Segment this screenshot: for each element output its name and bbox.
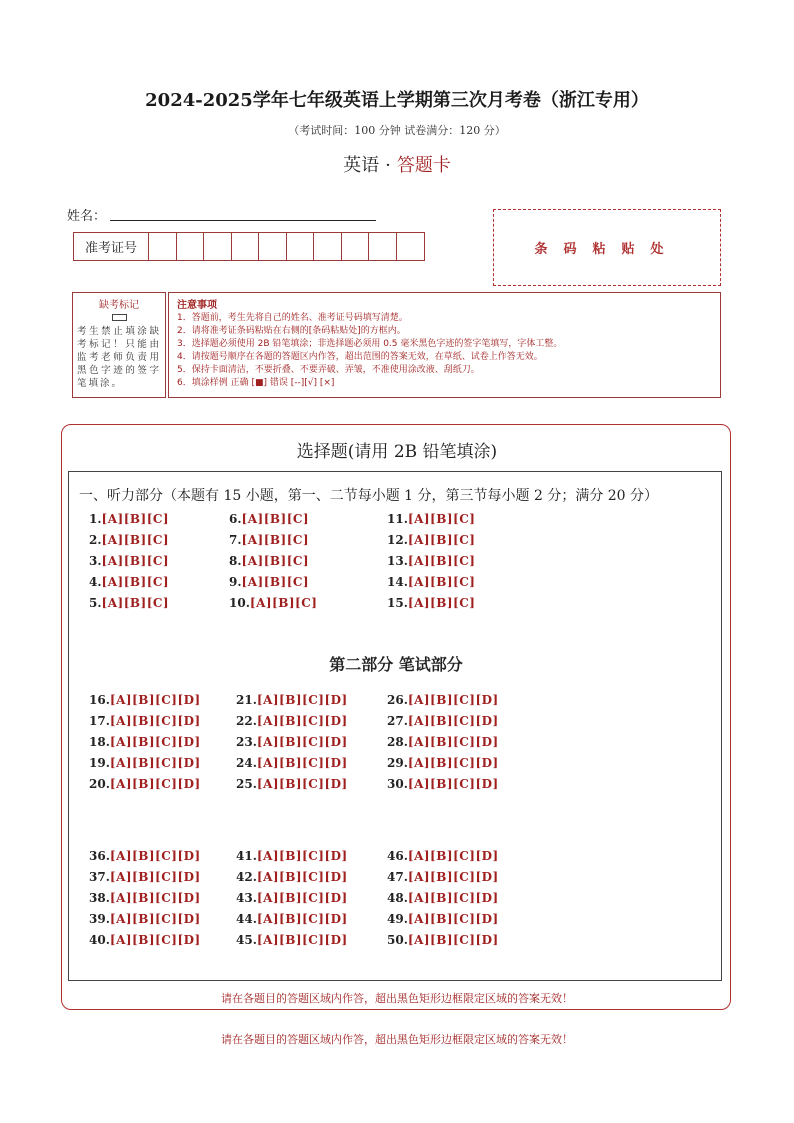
answer-bubbles[interactable]: [A][B][C][D] <box>109 693 201 707</box>
question-2[interactable] <box>89 533 169 547</box>
question-number: 3. <box>89 554 102 568</box>
answer-bubbles[interactable]: [A][B][C][D] <box>256 870 348 884</box>
exam-number-cell[interactable] <box>177 233 205 260</box>
name-field[interactable] <box>110 220 376 221</box>
question-number: 7. <box>229 533 242 547</box>
question-16[interactable] <box>89 693 201 707</box>
name-label: 姓名： <box>67 209 107 224</box>
question-number: 44. <box>236 912 257 926</box>
exam-number-cell[interactable] <box>369 233 397 260</box>
question-26[interactable] <box>387 693 499 707</box>
answer-bubbles[interactable]: [A][B][C][D] <box>256 849 348 863</box>
notes-box <box>168 292 721 398</box>
absent-mark-box <box>72 292 166 398</box>
question-44[interactable] <box>236 912 348 926</box>
question-number: 14. <box>387 575 408 589</box>
question-number: 27. <box>387 714 408 728</box>
footer-warning: 请在各题目的答题区域内作答，超出黑色矩形边框限定区域的答案无效！ <box>221 1033 573 1046</box>
question-39[interactable] <box>89 912 201 926</box>
notes-item: 5．保持卡面清洁，不要折叠、不要弄破、弄皱，不准使用涂改液、刮纸刀。 <box>177 365 480 375</box>
question-12[interactable] <box>387 533 475 547</box>
question-22[interactable] <box>236 714 348 728</box>
question-number: 9. <box>229 575 242 589</box>
exam-number-cell[interactable] <box>314 233 342 260</box>
question-48[interactable] <box>387 891 499 905</box>
answer-bubbles[interactable]: [A][B][C] <box>241 575 310 589</box>
answer-bubbles[interactable]: [A][B][C][D] <box>407 777 499 791</box>
answer-bubbles[interactable]: [A][B][C][D] <box>407 912 499 926</box>
answer-bubbles[interactable]: [A][B][C][D] <box>109 735 201 749</box>
question-49[interactable] <box>387 912 499 926</box>
answer-bubbles[interactable]: [A][B][C][D] <box>407 933 499 947</box>
answer-bubbles[interactable]: [A][B][C] <box>241 533 310 547</box>
question-25[interactable] <box>236 777 348 791</box>
question-number: 15. <box>387 596 408 610</box>
question-number: 48. <box>387 891 408 905</box>
question-number: 47. <box>387 870 408 884</box>
question-number: 10. <box>229 596 250 610</box>
question-number: 18. <box>89 735 110 749</box>
answer-bubbles[interactable]: [A][B][C] <box>101 554 170 568</box>
answer-bubbles[interactable]: [A][B][C][D] <box>109 756 201 770</box>
listening-section-title: 一、听力部分（本题有 15 小题，第一、二节每小题 1 分，第三节每小题 2 分；满分 20 分） <box>79 488 659 504</box>
answer-bubbles[interactable]: [A][B][C] <box>407 533 476 547</box>
question-number: 40. <box>89 933 110 947</box>
question-45[interactable] <box>236 933 348 947</box>
question-number: 20. <box>89 777 110 791</box>
question-number: 21. <box>236 693 257 707</box>
question-number: 45. <box>236 933 257 947</box>
question-number: 50. <box>387 933 408 947</box>
question-43[interactable] <box>236 891 348 905</box>
answer-bubbles[interactable]: [A][B][C][D] <box>109 933 201 947</box>
question-36[interactable] <box>89 849 201 863</box>
answer-bubbles[interactable]: [A][B][C] <box>249 596 318 610</box>
exam-info: （考试时间：100 分钟 试卷满分：120 分） <box>288 124 506 137</box>
question-number: 1. <box>89 512 102 526</box>
absent-mark-text: 考生禁止填涂缺考标记！只能由监考老师负责用黑色字迹的签字笔填涂。 <box>77 326 161 389</box>
answer-bubbles[interactable]: [A][B][C][D] <box>256 891 348 905</box>
exam-number-cell[interactable] <box>259 233 287 260</box>
answer-bubbles[interactable]: [A][B][C][D] <box>256 735 348 749</box>
question-number: 5. <box>89 596 102 610</box>
question-27[interactable] <box>387 714 499 728</box>
barcode-label: 条码粘贴处 <box>534 242 680 257</box>
absent-mark-title: 缺考标记 <box>99 300 139 311</box>
question-46[interactable] <box>387 849 499 863</box>
question-6[interactable] <box>229 512 309 526</box>
question-18[interactable] <box>89 735 201 749</box>
answer-bubbles[interactable]: [A][B][C][D] <box>407 849 499 863</box>
answer-bubbles[interactable]: [A][B][C] <box>101 512 170 526</box>
exam-number-cell[interactable] <box>232 233 260 260</box>
answer-bubbles[interactable]: [A][B][C][D] <box>407 891 499 905</box>
question-10[interactable] <box>229 596 317 610</box>
notes-title: 注意事项 <box>177 300 217 311</box>
question-37[interactable] <box>89 870 201 884</box>
question-number: 36. <box>89 849 110 863</box>
question-number: 41. <box>236 849 257 863</box>
answer-bubbles[interactable]: [A][B][C][D] <box>407 693 499 707</box>
question-28[interactable] <box>387 735 499 749</box>
answer-bubbles[interactable]: [A][B][C][D] <box>407 714 499 728</box>
question-number: 23. <box>236 735 257 749</box>
notes-item: 1．答题前，考生先将自己的姓名、准考证号码填写清楚。 <box>177 313 408 323</box>
question-number: 26. <box>387 693 408 707</box>
answer-bubbles[interactable]: [A][B][C] <box>407 512 476 526</box>
panel-warning: 请在各题目的答题区域内作答，超出黑色矩形边框限定区域的答案无效！ <box>221 992 573 1005</box>
answer-bubbles[interactable]: [A][B][C][D] <box>256 912 348 926</box>
answer-bubbles[interactable]: [A][B][C][D] <box>109 714 201 728</box>
exam-number-cell[interactable] <box>397 233 425 260</box>
answer-bubbles[interactable]: [A][B][C][D] <box>407 870 499 884</box>
notes-item: 4．请按题号顺序在各题的答题区内作答，超出范围的答案无效，在草纸、试卷上作答无效。 <box>177 352 543 362</box>
question-17[interactable] <box>89 714 201 728</box>
question-42[interactable] <box>236 870 348 884</box>
question-number: 29. <box>387 756 408 770</box>
answer-bubbles[interactable]: [A][B][C] <box>407 575 476 589</box>
question-24[interactable] <box>236 756 348 770</box>
question-number: 43. <box>236 891 257 905</box>
notes-item: 6．填涂样例 正确 [■] 错误 [--][√] [×] <box>177 378 335 388</box>
question-number: 24. <box>236 756 257 770</box>
question-number: 12. <box>387 533 408 547</box>
answer-bubbles[interactable]: [A][B][C][D] <box>256 933 348 947</box>
exam-number-cell[interactable] <box>287 233 315 260</box>
question-13[interactable] <box>387 554 475 568</box>
question-number: 16. <box>89 693 110 707</box>
card-kind-label: 答题卡 <box>396 155 451 176</box>
exam-number-cell[interactable] <box>204 233 232 260</box>
exam-number-cell[interactable] <box>342 233 370 260</box>
answer-bubbles[interactable]: [A][B][C][D] <box>109 777 201 791</box>
title-separator: · <box>385 155 391 176</box>
question-30[interactable] <box>387 777 499 791</box>
question-21[interactable] <box>236 693 348 707</box>
exam-number-field[interactable] <box>73 232 425 261</box>
answer-bubbles[interactable]: [A][B][C] <box>241 554 310 568</box>
answer-bubbles[interactable]: [A][B][C] <box>101 575 170 589</box>
question-29[interactable] <box>387 756 499 770</box>
question-number: 17. <box>89 714 110 728</box>
absent-mark-checkbox[interactable] <box>112 314 127 321</box>
question-number: 49. <box>387 912 408 926</box>
notes-item: 2．请将准考证条码粘贴在右侧的[条码粘贴处]的方框内。 <box>177 326 406 336</box>
choice-section-title: 选择题(请用 2B 铅笔填涂) <box>296 442 498 462</box>
answer-bubbles[interactable]: [A][B][C] <box>407 554 476 568</box>
question-number: 46. <box>387 849 408 863</box>
question-number: 30. <box>387 777 408 791</box>
answer-bubbles[interactable]: [A][B][C] <box>101 596 170 610</box>
question-number: 13. <box>387 554 408 568</box>
answer-bubbles[interactable]: [A][B][C] <box>407 596 476 610</box>
answer-bubbles[interactable]: [A][B][C][D] <box>256 714 348 728</box>
question-14[interactable] <box>387 575 475 589</box>
question-15[interactable] <box>387 596 475 610</box>
question-number: 4. <box>89 575 102 589</box>
answer-bubbles[interactable]: [A][B][C][D] <box>407 756 499 770</box>
answer-bubbles[interactable]: [A][B][C] <box>101 533 170 547</box>
question-9[interactable] <box>229 575 309 589</box>
exam-number-label: 准考证号 <box>74 233 149 260</box>
question-19[interactable] <box>89 756 201 770</box>
question-number: 38. <box>89 891 110 905</box>
question-number: 22. <box>236 714 257 728</box>
notes-item: 3．选择题必须使用 2B 铅笔填涂；非选择题必须用 0.5 毫米黑色字迹的签字笔填写，字体工整。 <box>177 339 563 349</box>
question-38[interactable] <box>89 891 201 905</box>
answer-bubbles[interactable]: [A][B][C][D] <box>109 870 201 884</box>
question-number: 2. <box>89 533 102 547</box>
writing-section-title: 第二部分 笔试部分 <box>329 655 463 674</box>
question-4[interactable] <box>89 575 169 589</box>
subject-label: 英语 <box>343 155 380 176</box>
answer-bubbles[interactable]: [A][B][C][D] <box>256 693 348 707</box>
answer-bubbles[interactable]: [A][B][C][D] <box>109 849 201 863</box>
exam-number-cell[interactable] <box>149 233 177 260</box>
question-number: 42. <box>236 870 257 884</box>
answer-bubbles[interactable]: [A][B][C][D] <box>109 891 201 905</box>
question-5[interactable] <box>89 596 169 610</box>
answer-bubbles[interactable]: [A][B][C] <box>241 512 310 526</box>
question-number: 25. <box>236 777 257 791</box>
card-title <box>0 151 794 177</box>
question-8[interactable] <box>229 554 309 568</box>
question-number: 11. <box>387 512 408 526</box>
answer-bubbles[interactable]: [A][B][C][D] <box>109 912 201 926</box>
page-title: 2024-2025学年七年级英语上学期第三次月考卷（浙江专用） <box>145 90 649 111</box>
question-3[interactable] <box>89 554 169 568</box>
question-47[interactable] <box>387 870 499 884</box>
question-40[interactable] <box>89 933 201 947</box>
question-20[interactable] <box>89 777 201 791</box>
question-7[interactable] <box>229 533 309 547</box>
barcode-area <box>493 209 721 286</box>
answer-bubbles[interactable]: [A][B][C][D] <box>256 777 348 791</box>
question-number: 28. <box>387 735 408 749</box>
answer-area <box>68 471 722 981</box>
question-41[interactable] <box>236 849 348 863</box>
question-number: 8. <box>229 554 242 568</box>
answer-bubbles[interactable]: [A][B][C][D] <box>256 756 348 770</box>
question-number: 37. <box>89 870 110 884</box>
choice-panel <box>61 424 731 1010</box>
question-23[interactable] <box>236 735 348 749</box>
question-50[interactable] <box>387 933 499 947</box>
question-number: 19. <box>89 756 110 770</box>
question-number: 39. <box>89 912 110 926</box>
question-11[interactable] <box>387 512 475 526</box>
answer-bubbles[interactable]: [A][B][C][D] <box>407 735 499 749</box>
question-1[interactable] <box>89 512 169 526</box>
question-number: 6. <box>229 512 242 526</box>
